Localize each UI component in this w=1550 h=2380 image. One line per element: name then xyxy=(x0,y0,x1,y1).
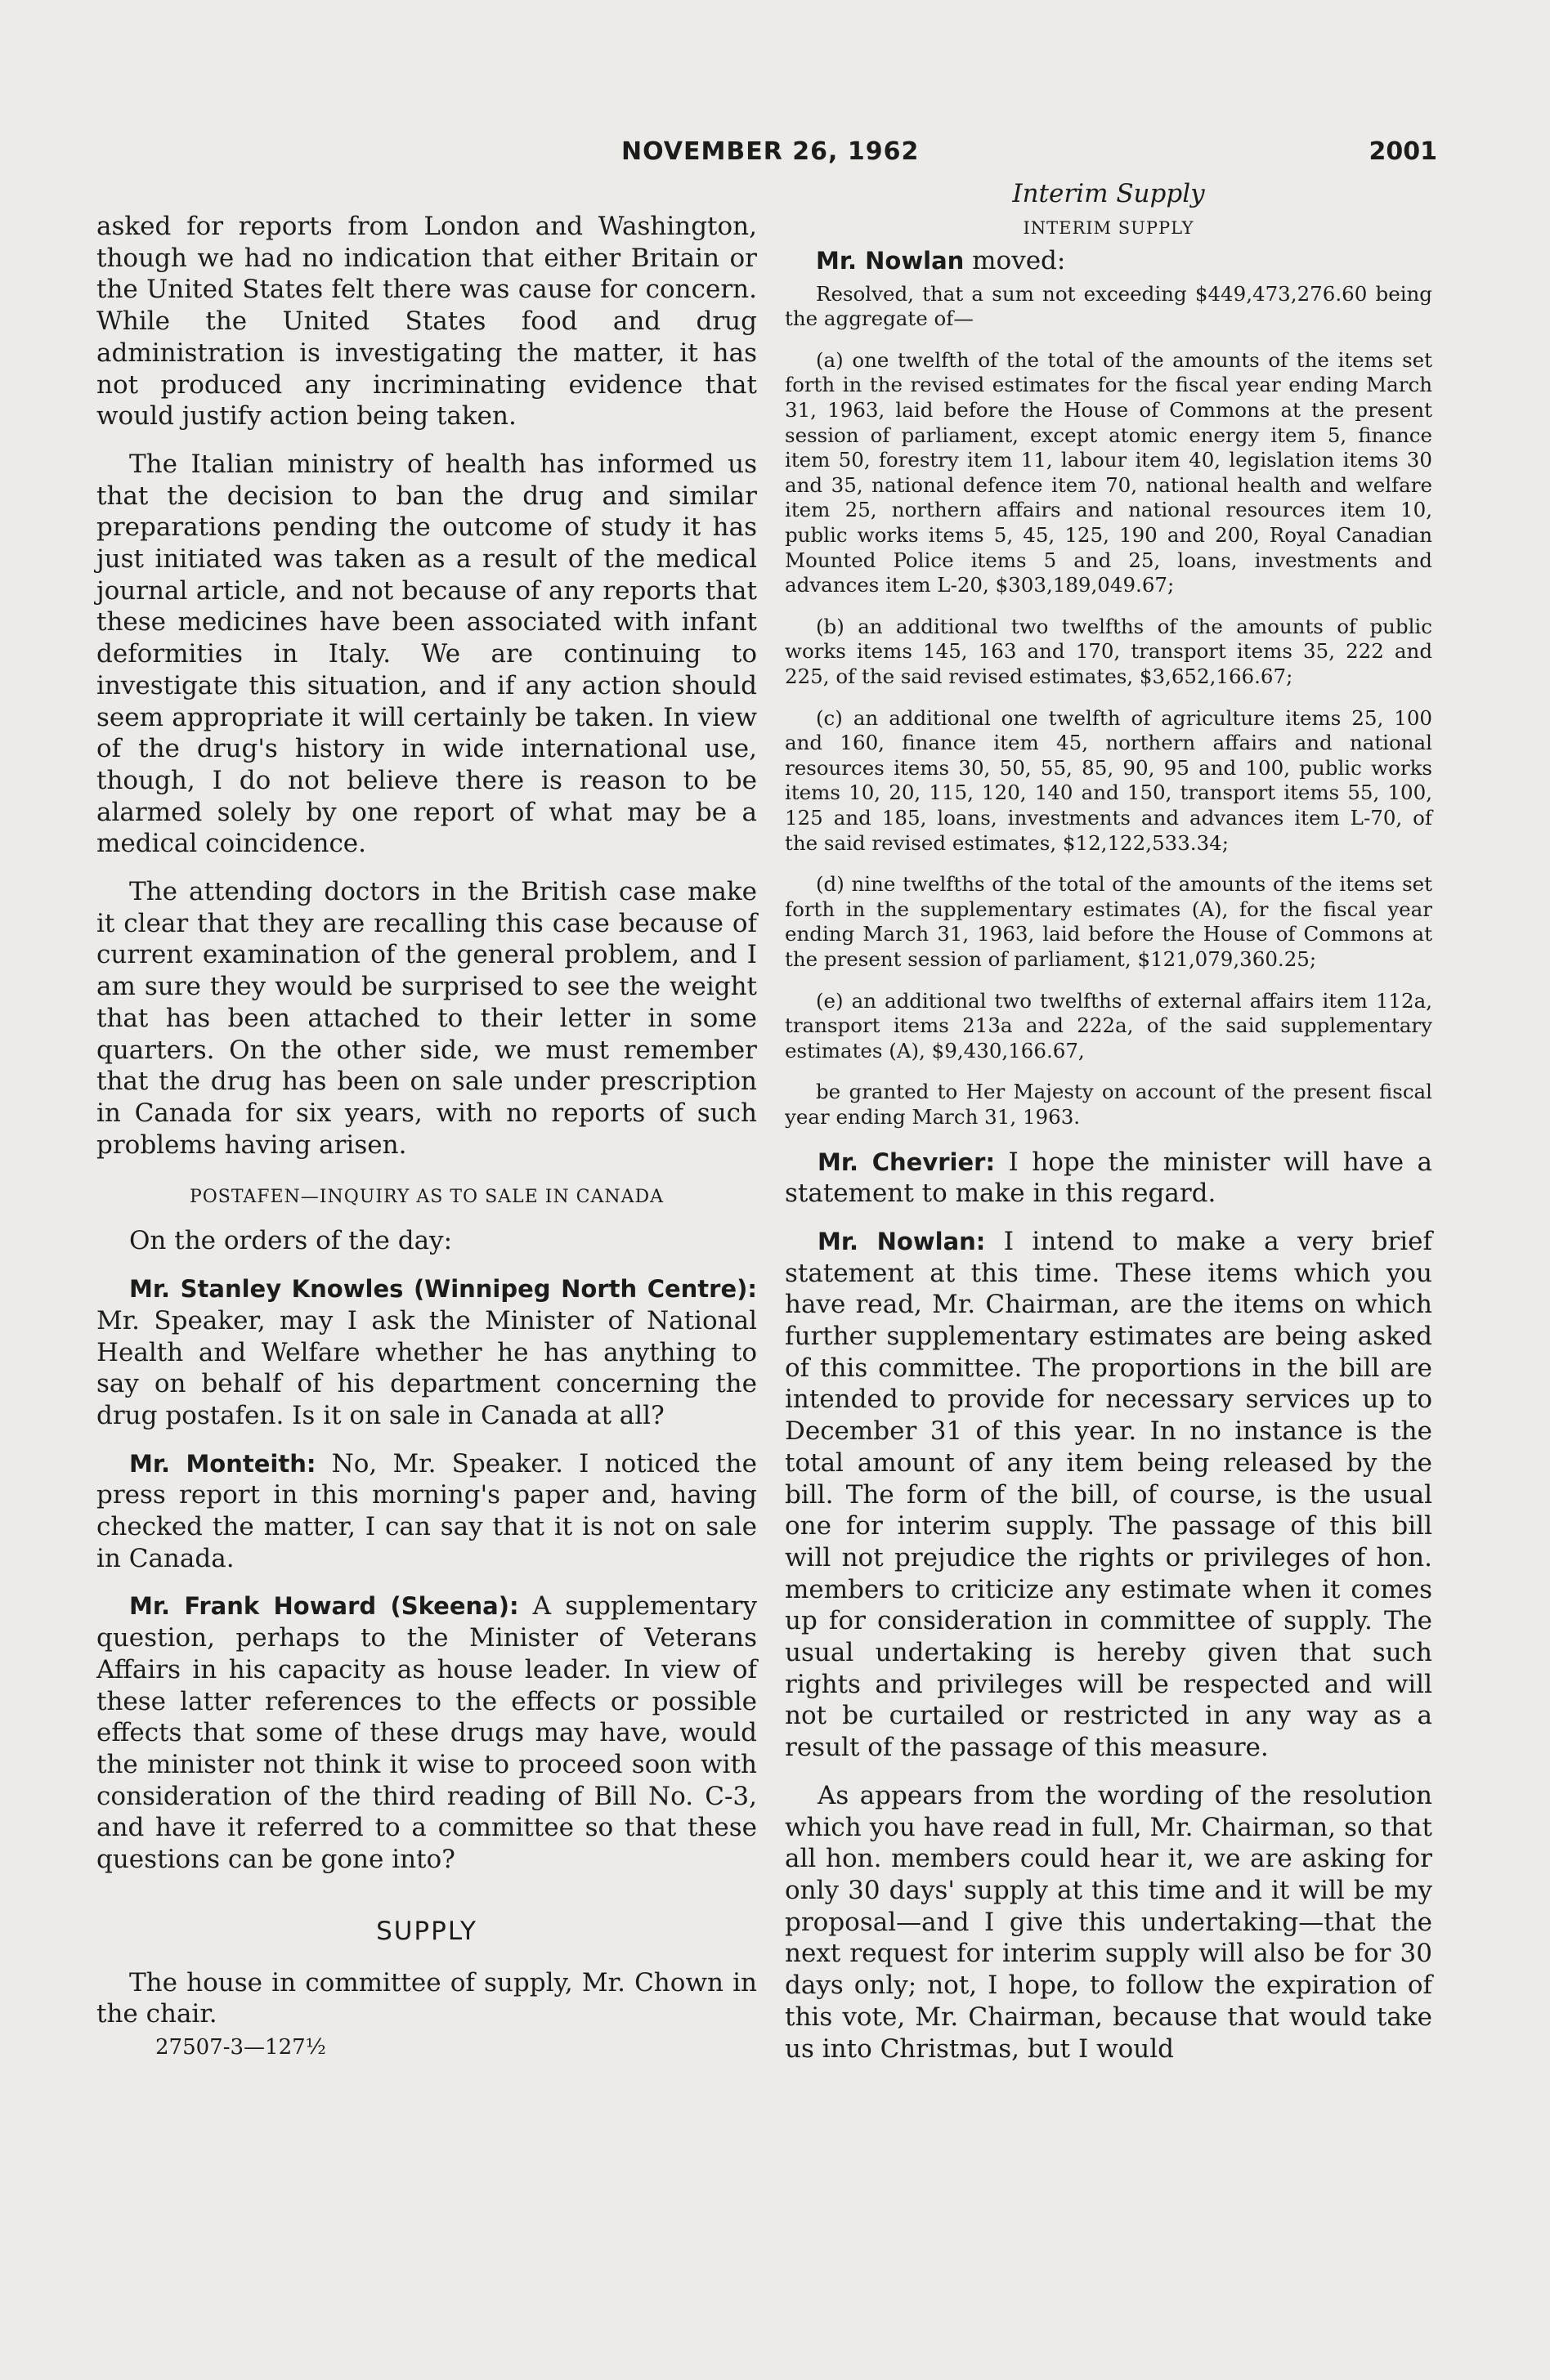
speech-text: I hope the minister will have a statement to make in this regard. xyxy=(785,1147,1432,1209)
resolution-line: Resolved, that a sum not exceeding $449,473,276.60 being the aggregate of— xyxy=(785,281,1432,331)
section-heading-postafen: POSTAFEN—INQUIRY AS TO SALE IN CANADA xyxy=(189,1187,665,1208)
right-column xyxy=(785,178,1432,2065)
paragraph: As appears from the wording of the resolution which you have read in full, Mr. Chairman, so that all hon. members could hear it, we are asking for only 30 days' supply at this time and it will be my proposal—and I give this undertaking—that the next request for interim supply will also be for 30 days only; not, I hope, to follow the expiration of this vote, Mr. Chairman, because that would take us into Christmas, but I would xyxy=(785,1780,1432,2064)
speech-knowles xyxy=(96,1273,757,1432)
left-column xyxy=(96,211,757,2060)
speaker-name: Mr. Nowlan: xyxy=(818,1227,986,1255)
resolution-text xyxy=(785,282,1432,1130)
speech-text: I intend to make a very brief statement at this time. These items which you have read, Mr. Chairman, are the items on which further supplementary estimates are being asked of this committee. The proportions in the bill are intended to provide for necessary services up to December 31 of this year. In no instance is the total amount of any item being released by the bill. The form of the bill, of course, is the usual one for interim supply. The passage of this bill will not prejudice the rights or privileges of hon. members to criticize any estimate when it comes up for consideration in committee of supply. The usual undertaking is hereby given that such rights and privileges will be respected and will not be curtailed or restricted in any way as a result of the passage of this measure. xyxy=(785,1226,1432,1763)
paragraph: The attending doctors in the British case make it clear that they are recalling this case because of current examination of the general problem, and I am sure they would be surprised to see the weight that has been attached to their letter in some quarters. On the other side, we must remember that the drug has been on sale under prescription in Canada for six years, with no reports of such problems having arisen. xyxy=(96,877,757,1160)
paragraph: The house in committee of supply, Mr. Chown in the chair. xyxy=(96,1967,757,2029)
running-title: Interim Supply xyxy=(1012,179,1205,208)
speech-text: No, Mr. Speaker. I noticed the press report in this morning's paper and, having checked the matter, I can say that it is not on sale in Canada. xyxy=(96,1448,757,1573)
resolution-line: (d) nine twelfths of the total of the amounts of the items set forth in the supplementary estimates (A), for the fiscal year ending March 31, 1963, laid before the House of Commons at the present session of parliament, $121,079,360.25; xyxy=(785,872,1432,971)
resolution-line: (c) an additional one twelfth of agriculture items 25, 100 and 160, finance item 45, northern affairs and national resources items 30, 50, 55, 85, 90, 95 and 100, public works items 10, 20, 115, 120, 140 and 150, transport items 55, 100, 125 and 185, loans, investments and advances item L-70, of the said revised estimates, $12,122,533.34; xyxy=(785,705,1432,855)
paragraph: asked for reports from London and Washington, though we had no indication that either Britain or the United States felt there was cause for concern. While the United States food and drug administration is investigating the matter, it has not produced any incriminating evidence that would justify action being taken. xyxy=(96,212,757,432)
resolution-line: (e) an additional two twelfths of external affairs item 112a, transport items 213a and 222a, of the said supplementary estimates (A), $9,430,166.67, xyxy=(785,988,1432,1062)
speaker-name: Mr. Chevrier: xyxy=(818,1148,996,1176)
speech-chevrier xyxy=(785,1147,1432,1210)
speech-howard xyxy=(96,1590,757,1875)
speaker-name: Mr. Monteith: xyxy=(129,1449,316,1478)
speech-text: moved: xyxy=(964,245,1066,275)
motion-line xyxy=(816,246,1432,275)
resolution-line: (a) one twelfth of the total of the amounts of the items set forth in the revised estimates for the fiscal year ending March 31, 1963, laid before the House of Commons at the present session of parliament, except atomic energy item 5, finance item 50, forestry item 11, labour item 40, legislation items 30 and 35, national defence item 70, national health and welfare item 25, northern affairs and national resources item 10, public works items 5, 45, 125, 190 and 200, Royal Canadian Mounted Police items 5 and 25, loans, investments and advances item L-20, $303,189,049.67; xyxy=(785,347,1432,597)
page-date: NOVEMBER 26, 1962 xyxy=(621,137,920,166)
speech-text: A supplementary question, perhaps to the Minister of Veterans Affairs in his capacity as house leader. In view of these latter references to the effects or possible effects that some of these drugs may have, would the minister not think it wise to proceed soon with consideration of the third reading of Bill No. C-3, and have it referred to a committee so that these questions can be gone into? xyxy=(96,1591,757,1875)
page-number: 2001 xyxy=(1369,137,1437,166)
section-heading-supply: SUPPLY xyxy=(376,1916,477,1946)
resolution-line: (b) an additional two twelfths of the amounts of public works items 145, 163 and 170, transport items 35, 222 and 225, of the said revised estimates, $3,652,166.67; xyxy=(785,614,1432,689)
resolution-line: be granted to Her Majesty on account of the present fiscal year ending March 31, 1963. xyxy=(785,1080,1432,1129)
speaker-name: Mr. Frank Howard (Skeena): xyxy=(129,1592,519,1621)
paragraph: On the orders of the day: xyxy=(129,1226,453,1256)
speech-text: Mr. Speaker, may I ask the Minister of National Health and Welfare whether he has anything to say on behalf of his department concerning the drug postafen. Is it on sale in Canada at all? xyxy=(96,1305,757,1430)
speaker-name: Mr. Stanley Knowles (Winnipeg North Centre): xyxy=(129,1275,757,1304)
paragraph: The Italian ministry of health has informed us that the decision to ban the drug and similar preparations pending the outcome of study it has just initiated was taken as a result of the medical journal article, and not because of any reports that these medicines have been associated with infant deformities in Italy. We are continuing to investigate this situation, and if any action should seem appropriate it will certainly be taken. In view of the drug's history in wide international use, though, I do not believe there is reason to be alarmed solely by one report of what may be a medical coincidence. xyxy=(96,449,757,859)
speech-monteith xyxy=(96,1448,757,1575)
footnote: 27507-3—127½ xyxy=(155,2035,326,2060)
section-heading-interim-supply: INTERIM SUPPLY xyxy=(1023,217,1194,238)
speaker-name: Mr. Nowlan xyxy=(816,246,965,275)
speech-nowlan xyxy=(785,1226,1432,1764)
